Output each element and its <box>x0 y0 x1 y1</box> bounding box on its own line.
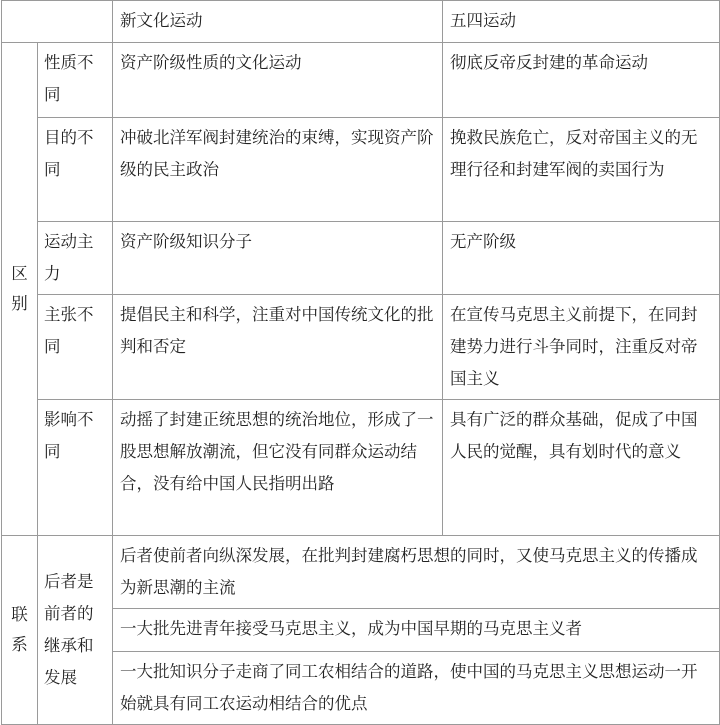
aspect-label: 运动主力 <box>38 222 113 295</box>
category-connection: 联系 <box>2 536 38 725</box>
table-row <box>2 43 720 118</box>
aspect-label: 影响不同 <box>38 400 113 536</box>
wusi-cell: 无产阶级 <box>443 222 720 295</box>
table-row <box>2 536 720 609</box>
category-difference: 区别 <box>2 43 38 536</box>
xinwenhua-cell: 冲破北洋军阀封建统治的束缚，实现资产阶级的民主政治 <box>113 118 443 222</box>
comparison-table <box>1 0 720 725</box>
aspect-label: 目的不同 <box>38 118 113 222</box>
header-xinwenhua: 新文化运动 <box>113 1 443 43</box>
connection-point: 一大批先进青年接受马克思主义，成为中国早期的马克思主义者 <box>113 609 720 652</box>
xinwenhua-cell: 动摇了封建正统思想的统治地位，形成了一股思想解放潮流，但它没有同群众运动结合，没有给中国人民指明出路 <box>113 400 443 536</box>
table-row <box>2 118 720 222</box>
wusi-cell: 挽救民族危亡，反对帝国主义的无理行径和封建军阀的卖国行为 <box>443 118 720 222</box>
table-row <box>2 222 720 295</box>
wusi-cell: 具有广泛的群众基础，促成了中国人民的觉醒，具有划时代的意义 <box>443 400 720 536</box>
xinwenhua-cell: 资产阶级知识分子 <box>113 222 443 295</box>
aspect-label: 主张不同 <box>38 295 113 400</box>
xinwenhua-cell: 提倡民主和科学，注重对中国传统文化的批判和否定 <box>113 295 443 400</box>
connection-point: 后者使前者向纵深发展，在批判封建腐朽思想的同时，又使马克思主义的传播成为新思潮的主流 <box>113 536 720 609</box>
wusi-cell: 在宣传马克思主义前提下，在同封建势力进行斗争同时，注重反对帝国主义 <box>443 295 720 400</box>
header-wusi: 五四运动 <box>443 1 720 43</box>
header-blank-cell <box>2 1 113 43</box>
wusi-cell: 彻底反帝反封建的革命运动 <box>443 43 720 118</box>
connection-aspect: 后者是前者的继承和发展 <box>38 536 113 725</box>
header-row <box>2 1 720 43</box>
xinwenhua-cell: 资产阶级性质的文化运动 <box>113 43 443 118</box>
table-row <box>2 295 720 400</box>
connection-point: 一大批知识分子走商了同工农相结合的道路，使中国的马克思主义思想运动一开始就具有同工农运动相结合的优点 <box>113 652 720 725</box>
table-row <box>2 400 720 536</box>
aspect-label: 性质不同 <box>38 43 113 118</box>
